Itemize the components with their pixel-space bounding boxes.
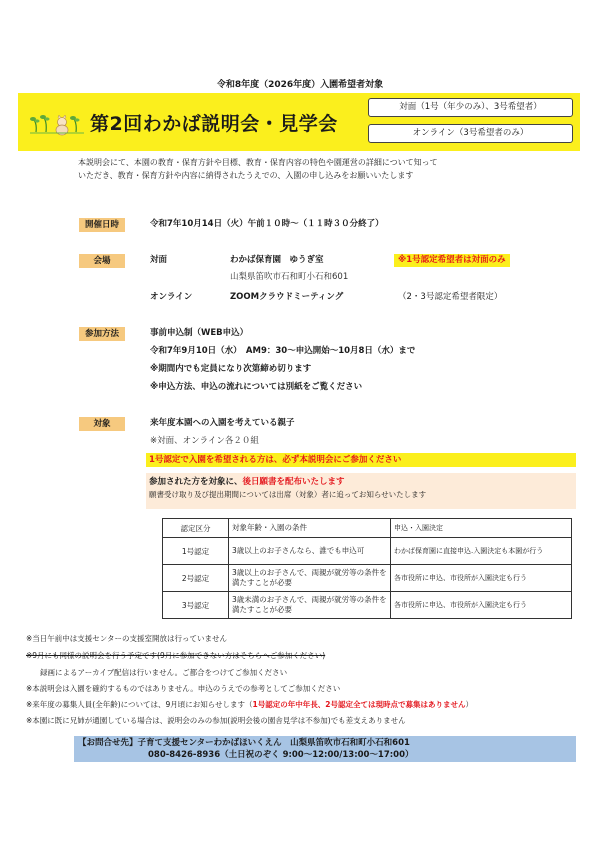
note-2: ※9月にも同様の説明会を行う予定です(9月に参加できない方はそちらへご参加ください)	[26, 651, 326, 660]
mode-in-person-box: 対面（1号（年少のみ）、3号希望者）	[368, 98, 573, 117]
venue-online-label: オンライン	[150, 292, 193, 302]
table-cell-condition: 3歳未満のお子さんで、両親が就労等の条件を満たすことが必要	[229, 592, 391, 619]
note-5-suffix: ）	[465, 700, 473, 709]
venue-in-person-note: ※1号認定希望者は対面のみ	[394, 254, 510, 267]
application-line-4: ※申込方法、申込の流れについては別紙をご覧ください	[150, 382, 363, 392]
table-header-condition: 対象年齢・入園の条件	[229, 519, 391, 538]
venue-label: 会場	[79, 254, 125, 268]
table-cell-condition: 3歳以上のお子さんなら、誰でも申込可	[229, 538, 391, 565]
table-cell-category: 3号認定	[163, 592, 229, 619]
table-cell-category: 1号認定	[163, 538, 229, 565]
table-header-decision: 申込・入園決定	[391, 519, 572, 538]
table-row	[163, 538, 572, 565]
application-line-3: ※期間内でも定員になり次第締め切ります	[150, 364, 312, 374]
notice-prefix: 参加された方を対象に、	[149, 477, 243, 487]
venue-online-note: （2・3号認定希望者限定）	[398, 292, 503, 302]
mode-online-box: オンライン（3号希望者のみ）	[368, 124, 573, 143]
table-header-row	[163, 519, 572, 538]
application-form-notice	[146, 473, 576, 509]
page-title: 第2回わかば説明会・見学会	[90, 113, 338, 135]
table-header-category: 認定区分	[163, 519, 229, 538]
note-4: ※本説明会は入園を確約するものではありません。申込のうえでの参考としてご参加ください	[26, 684, 341, 693]
note-5	[26, 699, 473, 710]
note-1: ※当日午前中は支援センターの支援室開放は行っていません	[26, 634, 227, 643]
notice-line-2: 願書受け取り及び提出期間については出席（対象）者に追ってお知らせいたします	[149, 490, 427, 499]
application-label: 参加方法	[79, 327, 125, 341]
target-line-2: ※対面、オンライン各２０組	[150, 436, 259, 446]
contact-line-1: 【お問合せ先】子育て支援センターわかばほいくえん 山梨県笛吹市石和町小石和601	[78, 738, 410, 748]
table-cell-decision: わかば保育園に直接申込.入園決定も本園が行う	[391, 538, 572, 565]
attendance-required-banner: 1号認定で入園を希望される方は、必ず本説明会にご参加ください	[146, 453, 576, 467]
note-3: 録画によるアーカイブ配信は行いません。ご都合をつけてご参加ください	[40, 668, 288, 677]
venue-online-place: ZOOMクラウドミーティング	[230, 292, 344, 302]
venue-in-person-label: 対面	[150, 255, 168, 265]
schedule-label: 開催日時	[79, 218, 125, 232]
intro-paragraph	[78, 157, 558, 182]
target-line-1: 来年度本園への入園を考えている親子	[150, 418, 295, 428]
event-subtitle: 令和8年度（2026年度）入園希望者対象	[216, 80, 384, 90]
certification-table	[162, 518, 572, 619]
venue-in-person-place: わかば保育園 ゆうぎ室	[230, 255, 324, 265]
table-row	[163, 565, 572, 592]
intro-line-2: いただき、教育・保育方針や内容に納得されたうえでの、入園の申し込みをお願いいたします	[78, 170, 414, 180]
table-cell-condition: 3歳以上のお子さんで、両親が就労等の条件を満たすことが必要	[229, 565, 391, 592]
application-line-1: 事前申込制（WEB申込）	[150, 328, 249, 338]
table-cell-category: 2号認定	[163, 565, 229, 592]
intro-line-1: 本説明会にて、本園の教育・保育方針や目標、教育・保育内容の特色や園運営の詳細について知って	[78, 158, 438, 167]
table-cell-decision: 各市役所に申込、市役所が入園決定も行う	[391, 565, 572, 592]
note-5-red: 1号認定の年中年長、2号認定全ては現時点で募集はありません	[252, 700, 466, 709]
leaf-children-logo-icon	[28, 106, 86, 138]
venue-address: 山梨県笛吹市石和町小石和601	[230, 272, 349, 282]
note-6: ※本園に既に兄姉が通園している場合は、説明会のみの参加(説明会後の園舎見学は不参加)でも差支えありません	[26, 716, 406, 725]
notice-red-text: 後日願書を配布いたします	[242, 477, 345, 487]
schedule-value: 令和7年10月14日（火）午前１０時～（１１時３０分終了）	[150, 219, 384, 229]
note-5-prefix: ※来年度の募集人員(全年齢)については、9月頃にお知らせします（	[26, 700, 253, 709]
application-period: 令和7年9月10日（水） AM9：30～申込開始～10月8日（水）まで	[150, 346, 416, 356]
target-label: 対象	[79, 417, 125, 431]
table-cell-decision: 各市役所に申込、市役所が入園決定も行う	[391, 592, 572, 619]
table-row	[163, 592, 572, 619]
contact-phone-hours: 080-8426-8936（土日祝のぞく 9:00～12:00/13:00～17:00）	[148, 750, 414, 760]
